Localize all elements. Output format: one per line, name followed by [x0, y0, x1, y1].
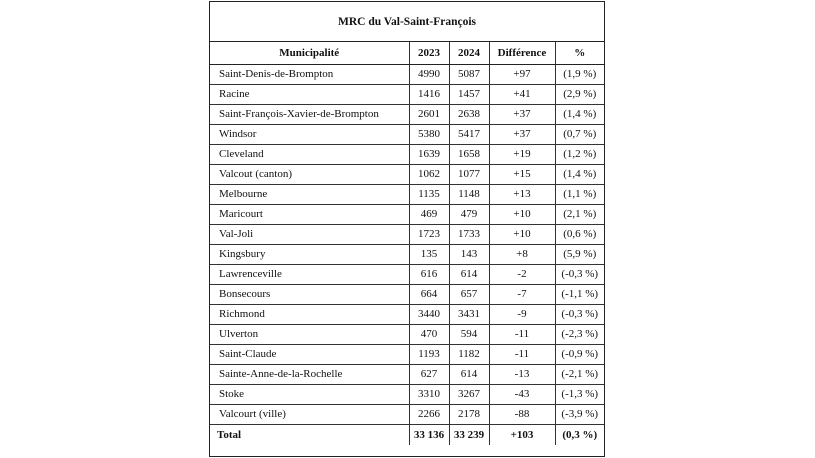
municipality-cell: Saint-Denis-de-Brompton	[210, 64, 409, 84]
table-row	[210, 384, 604, 404]
difference-cell: -13	[489, 364, 555, 384]
difference-cell: +10	[489, 224, 555, 244]
difference-cell: -11	[489, 344, 555, 364]
value-2024-cell: 1077	[449, 164, 489, 184]
value-2023-cell: 627	[409, 364, 449, 384]
table-row	[210, 284, 604, 304]
total-percent: (0,3 %)	[555, 424, 604, 445]
table-row	[210, 304, 604, 324]
difference-cell: -43	[489, 384, 555, 404]
population-table-document	[209, 1, 605, 457]
value-2024-cell: 1148	[449, 184, 489, 204]
table-row	[210, 204, 604, 224]
municipality-cell: Bonsecours	[210, 284, 409, 304]
value-2023-cell: 3440	[409, 304, 449, 324]
value-2023-cell: 1062	[409, 164, 449, 184]
value-2024-cell: 3431	[449, 304, 489, 324]
header-municipality: Municipalité	[210, 42, 409, 64]
difference-cell: -9	[489, 304, 555, 324]
percent-cell: (1,1 %)	[555, 184, 604, 204]
table-row	[210, 344, 604, 364]
municipality-cell: Windsor	[210, 124, 409, 144]
table-row	[210, 264, 604, 284]
table-row	[210, 404, 604, 424]
value-2023-cell: 135	[409, 244, 449, 264]
table-row	[210, 164, 604, 184]
percent-cell: (1,4 %)	[555, 104, 604, 124]
table-row	[210, 224, 604, 244]
municipality-cell: Val-Joli	[210, 224, 409, 244]
value-2024-cell: 1658	[449, 144, 489, 164]
percent-cell: (-0,3 %)	[555, 304, 604, 324]
table-row	[210, 64, 604, 84]
value-2023-cell: 1723	[409, 224, 449, 244]
total-row	[210, 424, 604, 445]
percent-cell: (1,4 %)	[555, 164, 604, 184]
difference-cell: +97	[489, 64, 555, 84]
table-row	[210, 124, 604, 144]
value-2023-cell: 2601	[409, 104, 449, 124]
percent-cell: (1,9 %)	[555, 64, 604, 84]
percent-cell: (-2,1 %)	[555, 364, 604, 384]
value-2023-cell: 664	[409, 284, 449, 304]
value-2023-cell: 470	[409, 324, 449, 344]
percent-cell: (2,9 %)	[555, 84, 604, 104]
header-row	[210, 42, 604, 64]
value-2023-cell: 1416	[409, 84, 449, 104]
percent-cell: (-0,3 %)	[555, 264, 604, 284]
value-2023-cell: 1639	[409, 144, 449, 164]
municipality-cell: Lawrenceville	[210, 264, 409, 284]
table-row	[210, 244, 604, 264]
value-2024-cell: 1457	[449, 84, 489, 104]
difference-cell: +19	[489, 144, 555, 164]
municipality-cell: Richmond	[210, 304, 409, 324]
value-2024-cell: 657	[449, 284, 489, 304]
difference-cell: -88	[489, 404, 555, 424]
percent-cell: (5,9 %)	[555, 244, 604, 264]
value-2024-cell: 2178	[449, 404, 489, 424]
municipality-cell: Stoke	[210, 384, 409, 404]
value-2024-cell: 614	[449, 364, 489, 384]
value-2023-cell: 1193	[409, 344, 449, 364]
value-2023-cell: 5380	[409, 124, 449, 144]
total-difference: +103	[489, 424, 555, 445]
value-2024-cell: 2638	[449, 104, 489, 124]
municipality-cell: Kingsbury	[210, 244, 409, 264]
table-row	[210, 324, 604, 344]
difference-cell: +41	[489, 84, 555, 104]
difference-cell: +13	[489, 184, 555, 204]
value-2023-cell: 4990	[409, 64, 449, 84]
value-2024-cell: 479	[449, 204, 489, 224]
value-2024-cell: 5417	[449, 124, 489, 144]
value-2024-cell: 594	[449, 324, 489, 344]
table-row	[210, 104, 604, 124]
percent-cell: (0,7 %)	[555, 124, 604, 144]
municipality-cell: Ulverton	[210, 324, 409, 344]
difference-cell: +37	[489, 104, 555, 124]
percent-cell: (-2,3 %)	[555, 324, 604, 344]
value-2023-cell: 616	[409, 264, 449, 284]
municipality-cell: Saint-François-Xavier-de-Brompton	[210, 104, 409, 124]
value-2024-cell: 614	[449, 264, 489, 284]
table-row	[210, 144, 604, 164]
municipality-cell: Sainte-Anne-de-la-Rochelle	[210, 364, 409, 384]
percent-cell: (-1,1 %)	[555, 284, 604, 304]
difference-cell: +15	[489, 164, 555, 184]
header-difference: Différence	[489, 42, 555, 64]
value-2023-cell: 3310	[409, 384, 449, 404]
municipality-cell: Melbourne	[210, 184, 409, 204]
total-2024: 33 239	[449, 424, 489, 445]
table-title: MRC du Val-Saint-François	[210, 2, 604, 42]
header-percent: %	[555, 42, 604, 64]
difference-cell: +8	[489, 244, 555, 264]
total-2023: 33 136	[409, 424, 449, 445]
header-2023: 2023	[409, 42, 449, 64]
municipality-cell: Maricourt	[210, 204, 409, 224]
value-2024-cell: 1182	[449, 344, 489, 364]
difference-cell: -2	[489, 264, 555, 284]
value-2023-cell: 1135	[409, 184, 449, 204]
table-row	[210, 184, 604, 204]
table-row	[210, 364, 604, 384]
municipality-cell: Racine	[210, 84, 409, 104]
percent-cell: (-1,3 %)	[555, 384, 604, 404]
value-2024-cell: 143	[449, 244, 489, 264]
municipality-cell: Cleveland	[210, 144, 409, 164]
value-2024-cell: 3267	[449, 384, 489, 404]
percent-cell: (0,6 %)	[555, 224, 604, 244]
percent-cell: (2,1 %)	[555, 204, 604, 224]
difference-cell: -7	[489, 284, 555, 304]
difference-cell: -11	[489, 324, 555, 344]
percent-cell: (-3,9 %)	[555, 404, 604, 424]
percent-cell: (1,2 %)	[555, 144, 604, 164]
difference-cell: +10	[489, 204, 555, 224]
value-2023-cell: 469	[409, 204, 449, 224]
population-table	[210, 42, 604, 445]
percent-cell: (-0,9 %)	[555, 344, 604, 364]
municipality-cell: Saint-Claude	[210, 344, 409, 364]
value-2023-cell: 2266	[409, 404, 449, 424]
header-2024: 2024	[449, 42, 489, 64]
municipality-cell: Valcout (canton)	[210, 164, 409, 184]
total-label: Total	[210, 424, 409, 445]
value-2024-cell: 1733	[449, 224, 489, 244]
table-row	[210, 84, 604, 104]
municipality-cell: Valcourt (ville)	[210, 404, 409, 424]
value-2024-cell: 5087	[449, 64, 489, 84]
difference-cell: +37	[489, 124, 555, 144]
